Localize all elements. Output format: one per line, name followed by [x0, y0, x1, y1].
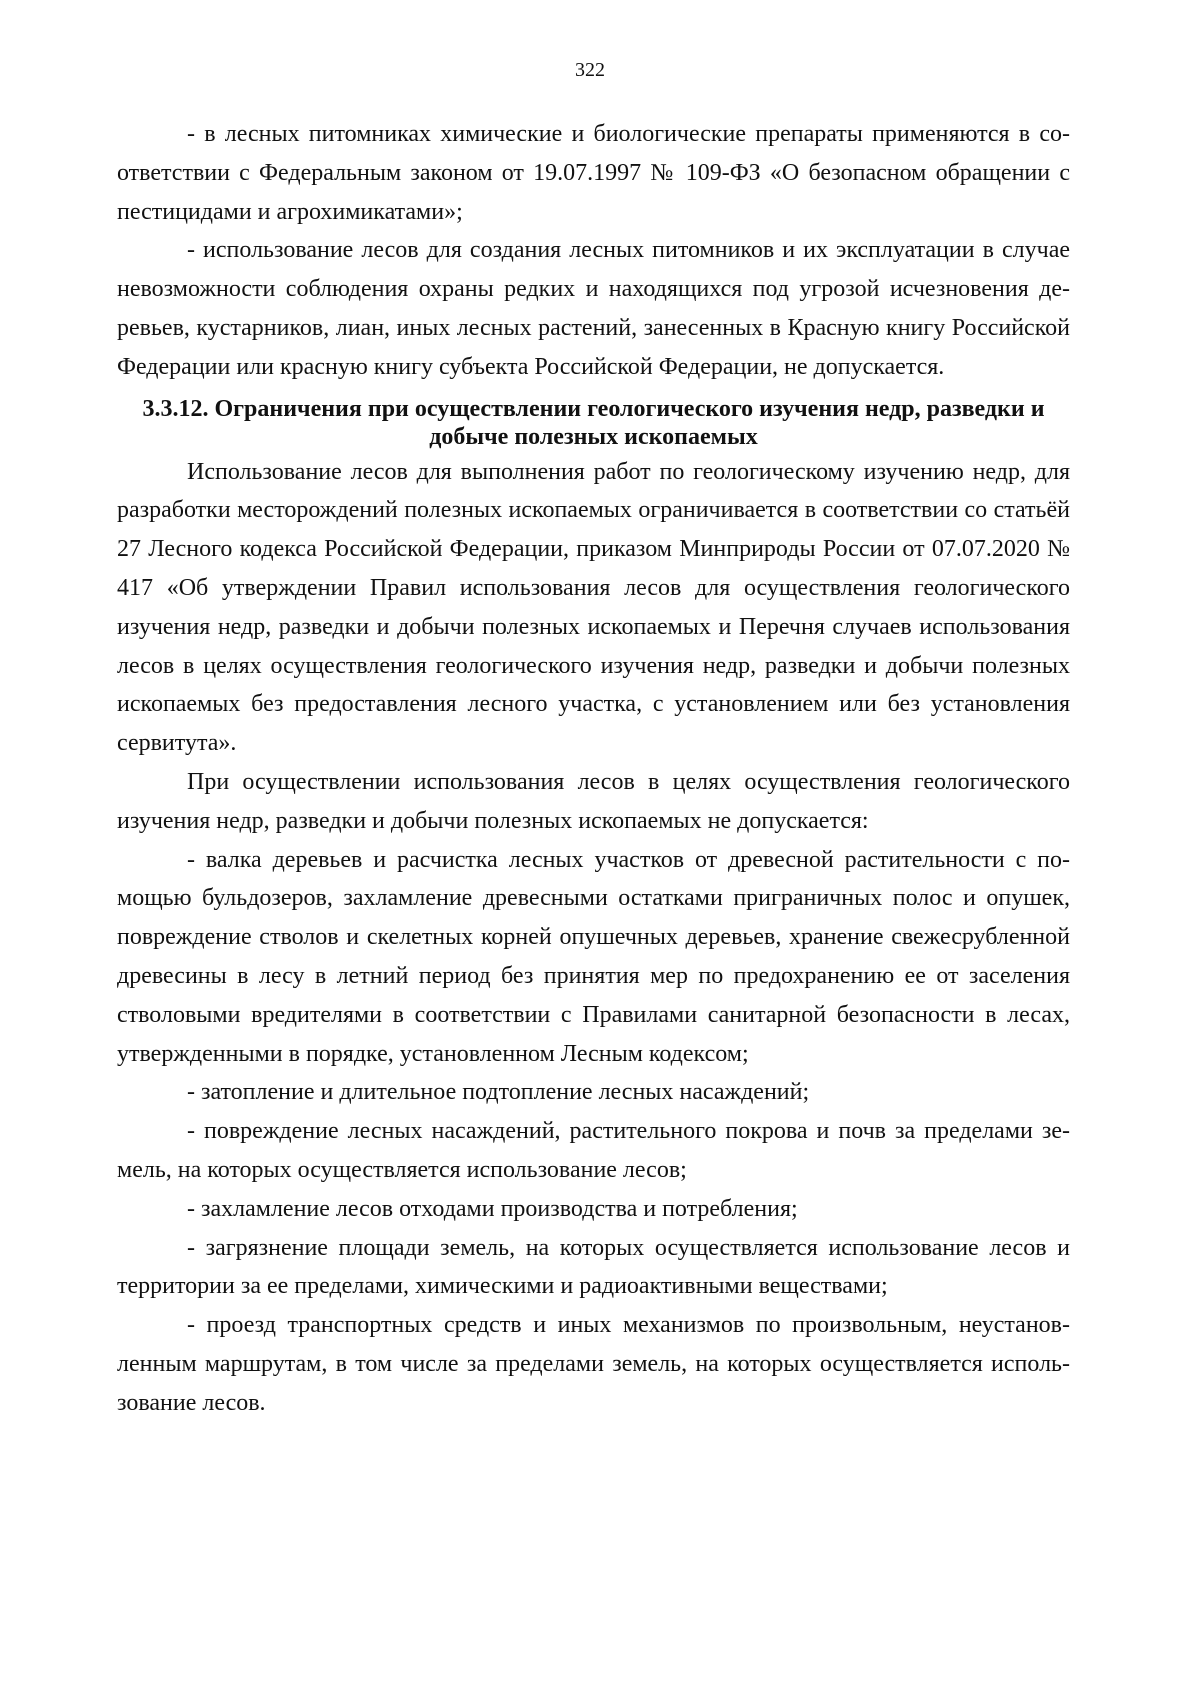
list-item-damage: - повреждение лесных насаждений, растительного покрова и почв за пределами земель, на которых осуществляется использование лесов; [117, 1118, 1070, 1183]
page-number: 322 [575, 59, 605, 81]
paragraph-pesticides: - в лесных питомниках химические и биологические препараты применяются в соответствии с Федеральным законом от 19.07.1997 № 109-ФЗ «О безопасном обращении с пестицидами и агрохимикатами»; [117, 121, 1070, 225]
list-item-vehicle-passage: - проезд транспортных средств и иных механизмов по произвольным, неустановленным маршрутам, в том числе за пределами земель, на которых осуществляется использование лесов. [117, 1312, 1070, 1416]
paragraph-nursery-restriction: - использование лесов для создания лесных питомников и их эксплуатации в случае невозможности соблюдения охраны редких и находящихся под угрозой исчезновения деревьев, кустарников, лиан, иных лесных растений, занесенных в Красную книгу Российской Федерации или красную книгу субъекта Российской Федерации, не допускается. [117, 237, 1070, 380]
list-item-pollution: - загрязнение площади земель, на которых осуществляется использование лесов и территории за ее пределами, химическими и радиоактивными веществами; [117, 1234, 1070, 1300]
page-content [117, 115, 1070, 1423]
paragraph-prohibitions-intro: При осуществлении использования лесов в целях осуществления геологического изучения недр, разведки и добычи полезных ископаемых не допускается: [117, 768, 1070, 834]
paragraph-geology-usage: Использование лесов для выполнения работ по геологическому изучению недр, для разработки месторождений полезных ископаемых ограничивается в соответствии со статьёй 27 Лесного кодекса Российской Федерации, приказом Минприроды России от 07.07.2020 № 417 «Об утверждении Правил использования лесов для осуществления геологического изучения недр, разведки и добычи полезных ископаемых и Перечня случаев использования лесов в целях осуществления геологического изучения недр, разведки и добычи полезных ископаемых без предоставления лесного участка, с установлением или без установления сервитута». [117, 458, 1070, 757]
section-heading: 3.3.12. Ограничения при осуществлении геологического изучения недр, разведки и добыче полезных ископаемых [142, 395, 1045, 450]
list-item-littering: - захламление лесов отходами производства и потребления; [187, 1195, 798, 1222]
list-item-felling: - валка деревьев и расчистка лесных участков от древесной растительности с помощью бульдозеров, захламление древесными остатками приграничных полос и опушек, повреждение стволов и скелетных корней опушечных деревьев, хранение свежесрубленной древесины в лесу в летний период без принятия мер по предохранению ее от заселения стволовыми вредителями в соответствии с Правилами санитарной безопасности в лесах, утвержденными в порядке, установленном Лесным кодексом; [117, 846, 1070, 1067]
list-item-flooding: - затопление и длительное подтопление лесных насаждений; [187, 1079, 810, 1106]
